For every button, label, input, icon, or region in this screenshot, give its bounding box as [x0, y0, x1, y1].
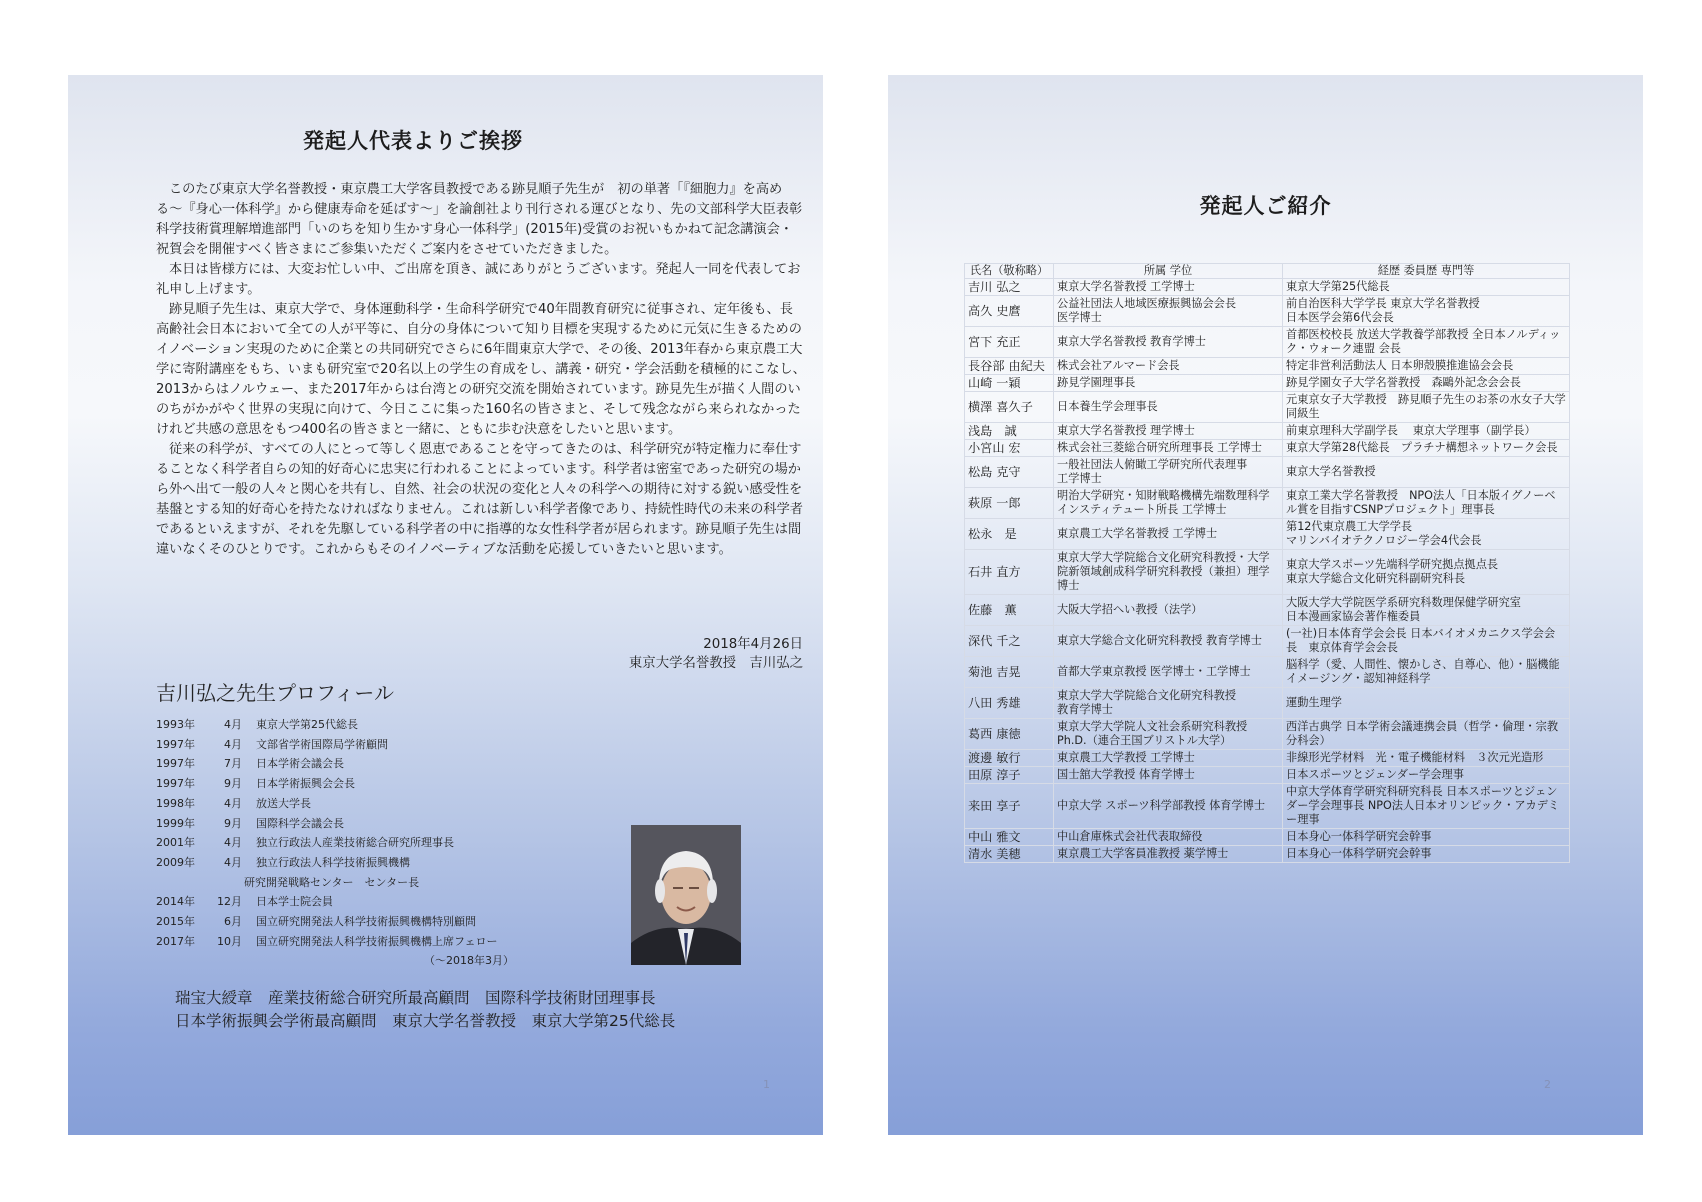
career-text: 東京大学第25代総長: [256, 718, 358, 731]
member-affiliation: 東京大学名誉教授 理学博士: [1054, 423, 1283, 440]
honors-line: 日本学術振興会学術最高顧問 東京大学名誉教授 東京大学第25代総長: [175, 1012, 676, 1030]
career-item: [156, 912, 514, 932]
member-affiliation: 明治大学研究・知財戦略機構先端数理科学インスティテュート所長 工学博士: [1054, 488, 1283, 519]
table-row: [965, 829, 1570, 846]
member-career: 西洋古典学 日本学術会議連携会員（哲学・倫理・宗教分科会）: [1283, 719, 1570, 750]
member-affiliation: 東京農工大学教授 工学博士: [1054, 750, 1283, 767]
career-year: 1998年: [156, 796, 195, 810]
member-affiliation: 東京大学名誉教授 教育学博士: [1054, 327, 1283, 358]
member-career: 運動生理学: [1283, 688, 1570, 719]
member-name: 佐藤 薫: [965, 595, 1054, 626]
member-affiliation: 東京大学大学院総合文化研究科教授・大学院新領域創成科学研究科教授（兼担）理学博士: [1054, 550, 1283, 595]
table-row: [965, 392, 1570, 423]
greeting-body: [156, 180, 806, 560]
member-affiliation: 東京大学大学院人文社会系研究科教授 Ph.D.（連合王国ブリストル大学）: [1054, 719, 1283, 750]
career-item: [156, 735, 514, 755]
career-month: 7月: [224, 757, 242, 771]
member-name: 葛西 康徳: [965, 719, 1054, 750]
career-item: [156, 833, 514, 853]
member-affiliation: 東京農工大学客員准教授 薬学博士: [1054, 846, 1283, 863]
career-year: 2009年: [156, 855, 195, 869]
member-name: 吉川 弘之: [965, 279, 1054, 296]
career-year: 1999年: [156, 816, 195, 830]
career-year: 2001年: [156, 836, 195, 850]
member-name: 松永 是: [965, 519, 1054, 550]
career-item: [156, 814, 514, 834]
career-text: 日本学士院会員: [256, 895, 333, 909]
member-career: 前東京理科大学副学長 東京大学理事（副学長）: [1283, 423, 1570, 440]
career-month: 4月: [224, 796, 242, 810]
career-month: 12月: [217, 895, 242, 909]
career-sub-line: 研究開発戦略センター センター長: [244, 875, 420, 889]
member-name: 長谷部 由紀夫: [965, 358, 1054, 375]
header-name: 氏名（敬称略）: [965, 264, 1054, 279]
greeting-title: 発起人代表よりご挨拶: [303, 129, 523, 153]
member-name: 横澤 喜久子: [965, 392, 1054, 423]
member-name: 深代 千之: [965, 626, 1054, 657]
member-career: 東京大学第28代総長 プラチナ構想ネットワーク会長: [1283, 440, 1570, 457]
career-year: 1997年: [156, 757, 195, 771]
member-affiliation: 東京大学名誉教授 工学博士: [1054, 279, 1283, 296]
career-month: 4月: [224, 737, 242, 751]
career-text: 国立研究開発法人科学技術振興機構上席フェロー: [256, 934, 498, 948]
table-row: [965, 595, 1570, 626]
member-affiliation: 首都大学東京教授 医学博士・工学博士: [1054, 657, 1283, 688]
career-item: [156, 754, 514, 774]
career-text: 放送大学長: [256, 796, 311, 810]
career-year: 1993年: [156, 718, 195, 731]
career-text: 日本学術振興会会長: [256, 777, 355, 791]
member-affiliation: 東京大学総合文化研究科教授 教育学博士: [1054, 626, 1283, 657]
member-affiliation: 跡見学園理事長: [1054, 375, 1283, 392]
table-row: [965, 296, 1570, 327]
table-row: [965, 846, 1570, 863]
member-career: 特定非営利活動法人 日本卵殻膜推進協会会長: [1283, 358, 1570, 375]
career-year: 2015年: [156, 915, 195, 929]
member-name: 清水 美穂: [965, 846, 1054, 863]
member-career: 東京大学第25代総長: [1283, 279, 1570, 296]
member-career: 大阪大学大学院医学系研究科数理保健学研究室 日本漫画家協会著作権委員: [1283, 595, 1570, 626]
greeting-paragraph: 従来の科学が、すべての人にとって等しく恩恵であることを守ってきたのは、科学研究が特定権力に奉仕することなく科学者自らの知的好奇心に忠実に行われることによっています。科学者は密室であった研究の場から外へ出て一般の人々と関心を共有し、自然、社会の状況の変化と人々の科学への期待に対する鋭い感受性を基盤とする知的好奇心を持たなければなりません。これは新しい科学者像であり、持続性時代の未来の科学者であるといえますが、それを先駆している科学者の中に指導的な女性科学者が居られます。跡見順子先生は間違いなくそのひとりです。これからもそのイノベーティブな活動を応援していきたいと思います。: [156, 442, 803, 557]
table-row: [965, 488, 1570, 519]
table-row: [965, 688, 1570, 719]
career-item: [156, 932, 514, 952]
member-career: 東京大学スポーツ先端科学研究拠点拠点長 東京大学総合文化研究科副研究科長: [1283, 550, 1570, 595]
career-year: 2014年: [156, 895, 195, 909]
member-affiliation: 中京大学 スポーツ科学部教授 体育学博士: [1054, 784, 1283, 829]
member-affiliation: 東京農工大学名誉教授 工学博士: [1054, 519, 1283, 550]
member-career: 中京大学体育学研究科研究科長 日本スポーツとジェンダー学会理事長 NPO法人日本オリンピック・アカデミー理事: [1283, 784, 1570, 829]
table-row: [965, 423, 1570, 440]
career-month: 9月: [224, 816, 242, 830]
table-row: [965, 657, 1570, 688]
member-name: 山崎 一穎: [965, 375, 1054, 392]
table-row: [965, 719, 1570, 750]
member-career: (一社)日本体育学会会長 日本バイオメカニクス学会会長 東京体育学会会長: [1283, 626, 1570, 657]
member-career: 東京工業大学名誉教授 NPO法人「日本版イグノーベル賞を目指すCSNPプロジェクト」理事長: [1283, 488, 1570, 519]
table-row: [965, 279, 1570, 296]
career-text: 日本学術会議会長: [256, 757, 344, 771]
member-career: 日本身心一体科学研究会幹事: [1283, 829, 1570, 846]
career-text: 独立行政法人産業技術総合研究所理事長: [256, 836, 454, 850]
table-row: [965, 626, 1570, 657]
career-month: 10月: [217, 934, 242, 948]
member-career: 日本スポーツとジェンダー学会理事: [1283, 767, 1570, 784]
greeting-paragraph: 跡見順子先生は、東京大学で、身体運動科学・生命科学研究で40年間教育研究に従事され、定年後も、長高齢社会日本において全ての人が平等に、自分の身体について知り目標を実現するために元気に生きるためのイノベーション実現のために企業との共同研究でさらに6年間東京大学で、その後、2013年春から東京農工大学に寄附講座をもち、いまも研究室で20名以上の学生の育成をし、講義・研究・学会活動を積極的にこなし、2013からはノルウェー、また2017年からは台湾との研究交流を開始されています。跡見先生が描く人間のいのちがかがやく世界の実現に向けて、今日ここに集った160名の皆さまと、そして残念ながら来られなかったけれど共感の意思をもつ400名の皆さまと一緒に、ともに歩む決意をしたいと思います。: [156, 302, 806, 437]
career-text: 国立研究開発法人科学技術振興機構特別顧問: [256, 915, 476, 929]
member-career: 前自治医科大学学長 東京大学名誉教授 日本医学会第6代会長: [1283, 296, 1570, 327]
career-year: 2017年: [156, 934, 195, 948]
table-row: [965, 519, 1570, 550]
member-affiliation: 公益社団法人地域医療振興協会会長 医学博士: [1054, 296, 1283, 327]
header-career: 経歴 委員歴 専門等: [1283, 264, 1570, 279]
greeting-date: 2018年4月26日: [703, 637, 803, 652]
career-month: 6月: [224, 915, 242, 929]
career-item: [156, 853, 514, 873]
table-row: [965, 550, 1570, 595]
left-page: [68, 75, 823, 1135]
member-affiliation: 中山倉庫株式会社代表取締役: [1054, 829, 1283, 846]
honors-block: [175, 987, 675, 1033]
greeting-paragraph: 本日は皆様方には、大変お忙しい中、ご出席を頂き、誠にありがとうございます。発起人一同を代表してお礼申し上げます。: [156, 262, 801, 297]
member-career: 日本身心一体科学研究会幹事: [1283, 846, 1570, 863]
table-row: [965, 784, 1570, 829]
member-name: 田原 淳子: [965, 767, 1054, 784]
member-affiliation: 株式会社三菱総合研究所理事長 工学博士: [1054, 440, 1283, 457]
portrait-photo: [631, 825, 741, 965]
members-title: 発起人ご紹介: [1199, 194, 1332, 218]
members-table: [964, 263, 1570, 863]
member-name: 萩原 一郎: [965, 488, 1054, 519]
page-number: 1: [763, 1078, 770, 1091]
right-page: [888, 75, 1643, 1135]
career-item: [156, 774, 514, 794]
career-list: [156, 715, 514, 971]
career-item: [156, 892, 514, 912]
member-affiliation: 一般社団法人俯瞰工学研究所代表理事 工学博士: [1054, 457, 1283, 488]
member-career: 東京大学名誉教授: [1283, 457, 1570, 488]
member-career: 非線形光学材料 光・電子機能材料 ３次元光造形: [1283, 750, 1570, 767]
portrait-image: [631, 825, 741, 965]
member-career: 首都医校校長 放送大学教養学部教授 全日本ノルディック・ウォーク連盟 会長: [1283, 327, 1570, 358]
table-row: [965, 375, 1570, 392]
member-name: 宮下 充正: [965, 327, 1054, 358]
table-row: [965, 767, 1570, 784]
honors-line: 瑞宝大綬章 産業技術総合研究所最高顧問 国際科学技術財団理事長: [175, 989, 656, 1007]
career-text: 国際科学会議会長: [256, 816, 344, 830]
member-name: 菊池 吉晃: [965, 657, 1054, 688]
member-name: 石井 直方: [965, 550, 1054, 595]
member-affiliation: 国士舘大学教授 体育学博士: [1054, 767, 1283, 784]
table-row: [965, 457, 1570, 488]
member-name: 来田 享子: [965, 784, 1054, 829]
signature: 東京大学名誉教授 吉川弘之: [628, 656, 803, 671]
page-number: 2: [1544, 1078, 1551, 1091]
header-affiliation: 所属 学位: [1054, 264, 1283, 279]
career-month: 4月: [224, 855, 242, 869]
member-career: 元東京女子大学教授 跡見順子先生のお茶の水女子大学同級生: [1283, 392, 1570, 423]
career-year: 1997年: [156, 777, 195, 791]
career-note: （〜2018年3月）: [424, 954, 514, 968]
table-header-row: [965, 264, 1570, 279]
member-name: 高久 史麿: [965, 296, 1054, 327]
career-text: 独立行政法人科学技術振興機構: [256, 855, 410, 869]
member-career: 跡見学園女子大学名誉教授 森鷗外記念会会長: [1283, 375, 1570, 392]
member-career: 脳科学（愛、人間性、懐かしさ、自尊心、他）・脳機能イメージング・認知神経科学: [1283, 657, 1570, 688]
profile-title: 吉川弘之先生プロフィール: [156, 681, 394, 705]
member-affiliation: 日本養生学会理事長: [1054, 392, 1283, 423]
member-name: 松島 克守: [965, 457, 1054, 488]
table-row: [965, 440, 1570, 457]
career-year: 1997年: [156, 737, 195, 751]
signature-block: [558, 635, 803, 673]
career-month: 4月: [224, 836, 242, 850]
career-month: 9月: [224, 777, 242, 791]
member-affiliation: 大阪大学招へい教授（法学）: [1054, 595, 1283, 626]
member-name: 渡邊 敏行: [965, 750, 1054, 767]
member-affiliation: 東京大学大学院総合文化研究科教授 教育学博士: [1054, 688, 1283, 719]
career-text: 文部省学術国際局学術顧問: [256, 737, 388, 751]
career-item: [156, 794, 514, 814]
member-affiliation: 株式会社アルマード会長: [1054, 358, 1283, 375]
member-name: 小宮山 宏: [965, 440, 1054, 457]
member-name: 浅島 誠: [965, 423, 1054, 440]
member-name: 八田 秀雄: [965, 688, 1054, 719]
table-row: [965, 358, 1570, 375]
career-month: 4月: [224, 718, 242, 731]
greeting-paragraph: このたび東京大学名誉教授・東京農工大学客員教授である跡見順子先生が 初の単著「『細胞力』を高める〜『身心一体科学』から健康寿命を延ばす〜」を論創社より刊行される運びとなり、先の文部科学大臣表彰科学技術賞理解増進部門「いのちを知り生かす身心一体科学」(2015年)受賞のお祝いもかねて記念講演会・祝賀会を開催すべく皆さまにご参集いただくご案内をさせていただきました。: [156, 182, 803, 257]
table-row: [965, 327, 1570, 358]
career-item: [156, 715, 514, 735]
members-table-body: [965, 279, 1570, 863]
table-row: [965, 750, 1570, 767]
member-name: 中山 雅文: [965, 829, 1054, 846]
member-career: 第12代東京農工大学学長 マリンバイオテクノロジー学会4代会長: [1283, 519, 1570, 550]
